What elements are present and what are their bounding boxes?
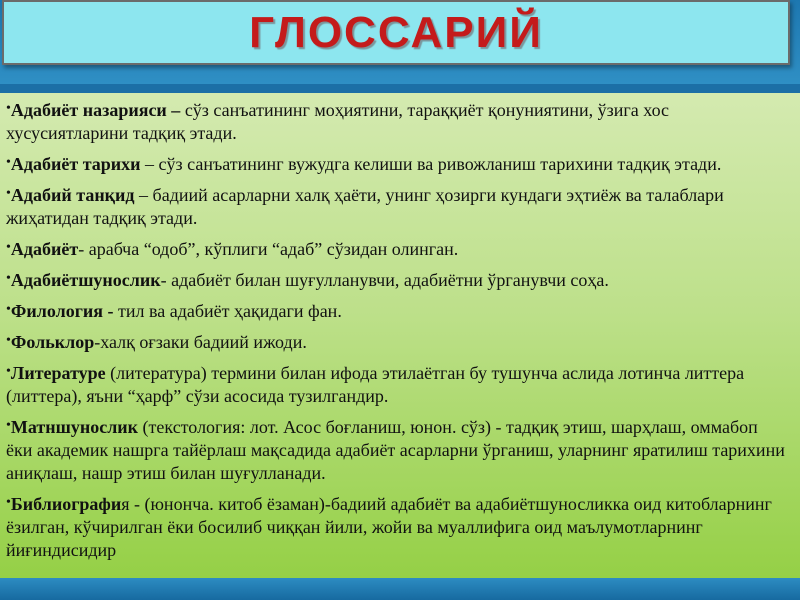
bullet-icon: •: [6, 418, 11, 433]
glossary-content: [0, 93, 800, 578]
glossary-definition: – сўз санъатининг вужудга келиши ва ривожланиш тарихини тадқиқ этади.: [140, 154, 722, 174]
glossary-term: Литературе: [10, 363, 106, 383]
glossary-term: Адабиёт тарихи: [10, 154, 141, 174]
glossary-term: Адабиёт: [10, 239, 79, 259]
glossary-term: Библиографи: [10, 494, 122, 514]
glossary-term: Адабий танқид: [10, 185, 135, 205]
glossary-term: Матншунослик: [10, 417, 139, 437]
glossary-definition: (литература) термини билан ифода этилаётган бу тушунча аслида лотинча литтера (литтера), яъни “ҳарф” сўзи асосида тузилгандир.: [6, 363, 745, 406]
glossary-entry: [6, 267, 786, 292]
bullet-icon: •: [6, 240, 11, 255]
glossary-term: Филология -: [10, 301, 114, 321]
footer-background: [0, 578, 800, 600]
glossary-entry: [6, 491, 786, 562]
bullet-icon: •: [6, 155, 11, 170]
bullet-icon: •: [6, 302, 11, 317]
bullet-icon: •: [6, 333, 11, 348]
glossary-definition: - арабча “одоб”, кўплиги “адаб” сўзидан олинган.: [78, 239, 459, 259]
glossary-definition: я - (юнонча. китоб ёзаман)-бадиий адабиёт ва адабиётшуносликка оид китобларнинг ёзилган, кўчирилган ёки босилиб чиққан йили, жойи ва муаллифига оид маълумотларнинг йиғиндисидир: [6, 494, 772, 560]
glossary-term: Фольклор: [10, 332, 95, 352]
bullet-icon: •: [6, 495, 11, 510]
glossary-definition: – бадиий асарларни халқ ҳаёти, унинг ҳозирги кундаги эҳтиёж ва талаблари жиҳатидан тадқиқ этади.: [6, 185, 724, 228]
glossary-definition: тил ва адабиёт ҳақидаги фан.: [113, 301, 342, 321]
bullet-icon: •: [6, 271, 11, 286]
bullet-icon: •: [6, 364, 11, 379]
glossary-entry: [6, 236, 786, 261]
glossary-definition: сўз санъатининг моҳиятини, тараққиёт қонуниятини, ўзига хос хусусиятларини тадқиқ этади.: [6, 100, 670, 143]
glossary-term: Адабиёт назарияси –: [10, 100, 181, 120]
glossary-entry: [6, 97, 786, 145]
glossary-definition: (текстология: лот. Асос боғланиш, юнон. сўз) - тадқиқ этиш, шарҳлаш, оммабоп ёки академик нашрга тайёрлаш мақсадида адабиёт асарларни ўрганиш, уларнинг яратилиш тарихини аниқлаш, нашр этиш билан шуғулланади.: [6, 417, 785, 483]
glossary-entry: [6, 298, 786, 323]
title-banner: [2, 0, 790, 65]
bullet-icon: •: [6, 101, 11, 116]
glossary-entry: [6, 151, 786, 176]
page-title: ГЛОССАРИЙ: [249, 8, 543, 57]
bullet-icon: •: [6, 186, 11, 201]
glossary-entry: [6, 414, 786, 485]
glossary-definition: -халқ оғзаки бадиий ижоди.: [94, 332, 307, 352]
glossary-entry: [6, 329, 786, 354]
glossary-definition: - адабиёт билан шуғулланувчи, адабиётни ўрганувчи соҳа.: [160, 270, 609, 290]
glossary-entry: [6, 182, 786, 230]
glossary-entry: [6, 360, 786, 408]
glossary-term: Адабиётшунослик: [10, 270, 161, 290]
